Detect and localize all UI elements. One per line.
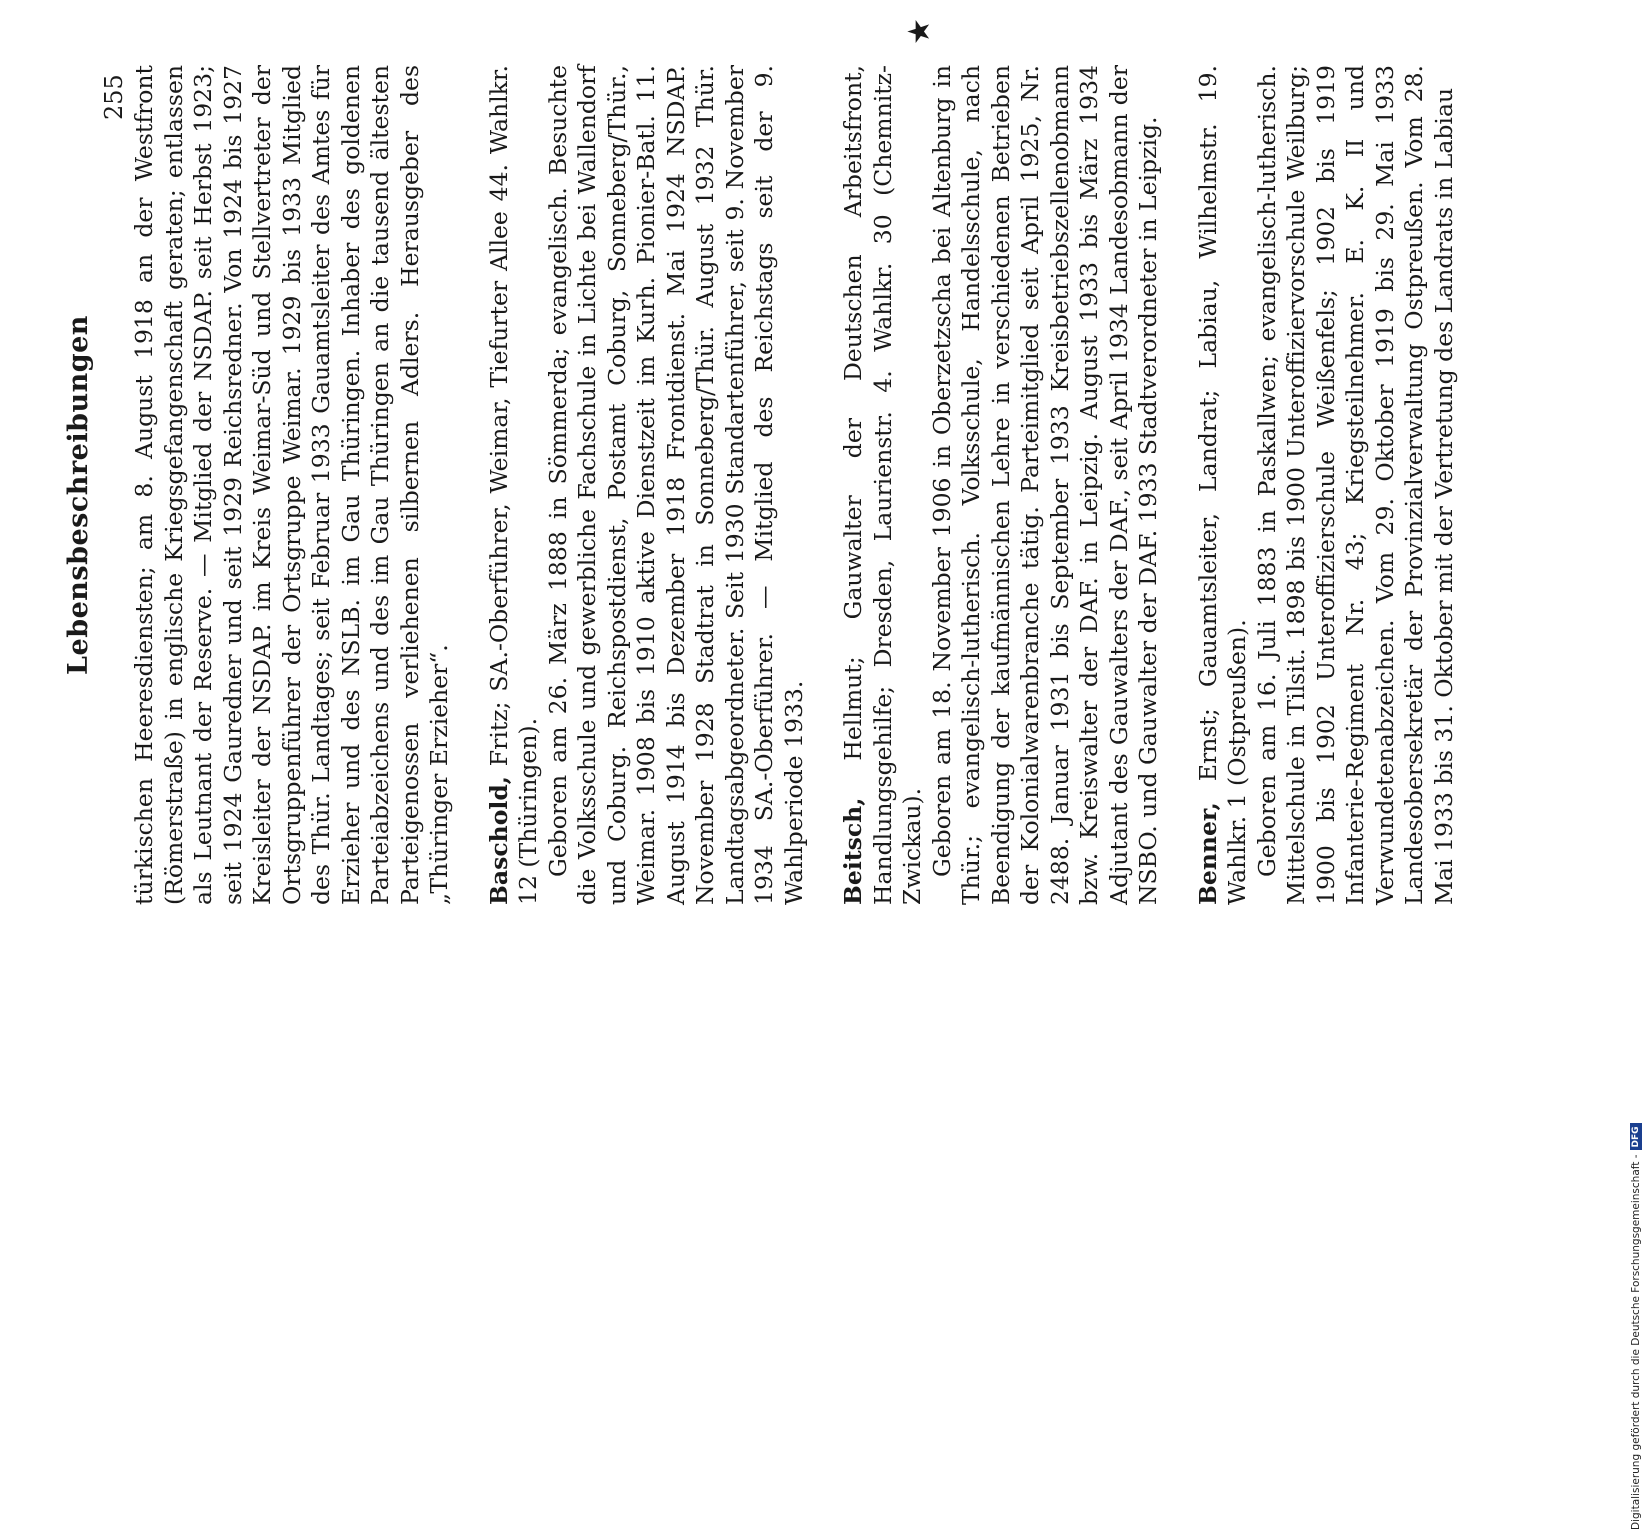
- entry-name: Benner,: [1193, 802, 1222, 905]
- page-header: [55, 85, 115, 905]
- entry-intro: Ernst; Gauamtsleiter, Landrat; Labiau, Wilhelmstr. 19. Wahlkr. 1 (Ostpreußen).: [1193, 65, 1251, 905]
- running-title: Lebensbeschreibungen: [63, 315, 94, 675]
- entry-body: Geboren am 18. November 1906 in Oberzetzscha bei Altenburg in Thür.; evangelisch-lutherisch. Volksschule, Handelsschule, nach Beendigung der kaufmännischen Lehre in verschiedenen Betrieben der Kolonialwarenbranche tätig. Parteimitglied seit April 1925, Nr. 2488. Januar 1931 bis September 1933 Kreisbetriebszellenobmann bzw. Kreiswalter der DAF. in Leipzig. August 1933 bis März 1934 Adjutant des Gauwalters der DAF., seit April 1934 Landesobmann der NSBO. und Gauwalter der DAF. 1933 Stadtverordneter in Leipzig.: [927, 65, 1162, 905]
- entry-body: Geboren am 26. März 1888 in Sömmerda; evangelisch. Besuchte die Volksschule und gewerbliche Fachschule in Lichte bei Wallendorf und Coburg. Reichspostdienst, Postamt Coburg, Sonneberg/Thür., Weimar. 1908 bis 1910 aktive Dienstzeit im Kurh. Pionier-Batl. 11. August 1914 bis Dezember 1918 Frontdienst. Mai 1924 NSDAP. November 1928 Stadtrat in Sonneberg/Thür. August 1932 Thür. Landtagsabgeordneter. Seit 1930 Standartenführer, seit 9. November 1934 SA.-Oberführer. — Mitglied des Reichstags seit der 9. Wahlperiode 1933.: [543, 65, 808, 905]
- entry-heading: [485, 65, 544, 905]
- biography-entry-baschold: [485, 65, 810, 905]
- continued-paragraph: türkischen Heeresdiensten; am 8. August 1918 an der Westfront (Römerstraße) in englische Kriegsgefangenschaft geraten; entlassen als Leutnant der Reserve. — Mitglied der NSDAP. seit Herbst 1923; seit 1924 Gauredner und seit 1929 Reichsredner. Von 1924 bis 1927 Kreisleiter der NSDAP. im Kreis Weimar-Süd und Stellvertreter der Ortsgruppenführer der Ortsgruppe Weimar. 1929 bis 1933 Mitglied des Thür. Landtages; seit Februar 1933 Gauamtsleiter des Amtes für Erzieher und des NSLB. im Gau Thüringen. Inhaber des goldenen Parteiabzeichens und des im Gau Thüringen an die tausend ältesten Parteigenossen verliehenen silbernen Adlers. Herausgeber des „Thüringer Erzieher“.: [130, 65, 453, 905]
- entry-body: Geboren am 16. Juli 1883 in Paskallwen; evangelisch-lutherisch. Mittelschule in Tilsit. 1898 bis 1900 Unteroffiziervorschule Weilburg; 1900 bis 1902 Unteroffizierschule Weißenfels; 1902 bis 1919 Infanterie-Regiment Nr. 43; Kriegsteilnehmer. E. K. II und Verwundetenabzeichen. Vom 29. Oktober 1919 bis 29. Mai 1933 Landesobersekretär der Provinzialverwaltung Ostpreußen. Vom 28. Mai 1933 bis 31. Oktober mit der Vertretung des Landrats in Labiau: [1252, 65, 1458, 905]
- entry-heading: [839, 65, 928, 905]
- digitization-attribution: [1630, 890, 1648, 1530]
- biography-entry-benner: [1194, 65, 1460, 905]
- attribution-text: Digitalisierung gefördert durch die Deutsche Forschungsgemeinschaft -: [1630, 1154, 1642, 1530]
- entry-intro: Fritz; SA.-Oberführer, Weimar, Tiefurter Allee 44. Wahlkr. 12 (Thüringen).: [484, 65, 542, 905]
- entry-intro: Hellmut; Gauwalter der Deutschen Arbeitsfront, Handlungsgehilfe; Dresden, Laurienstr. 4. Wahlkr. 30 (Chemnitz-Zwickau).: [839, 65, 926, 905]
- entry-heading: [1194, 65, 1253, 905]
- page-number: 255: [100, 74, 128, 120]
- dfg-logo: DFG: [1630, 1123, 1642, 1150]
- page-body: [130, 65, 1459, 905]
- biography-entry-beitsch: [839, 65, 1164, 905]
- star-icon: ★: [902, 18, 937, 45]
- entry-name: Beitsch,: [839, 797, 867, 905]
- entry-name: Baschold,: [484, 776, 513, 905]
